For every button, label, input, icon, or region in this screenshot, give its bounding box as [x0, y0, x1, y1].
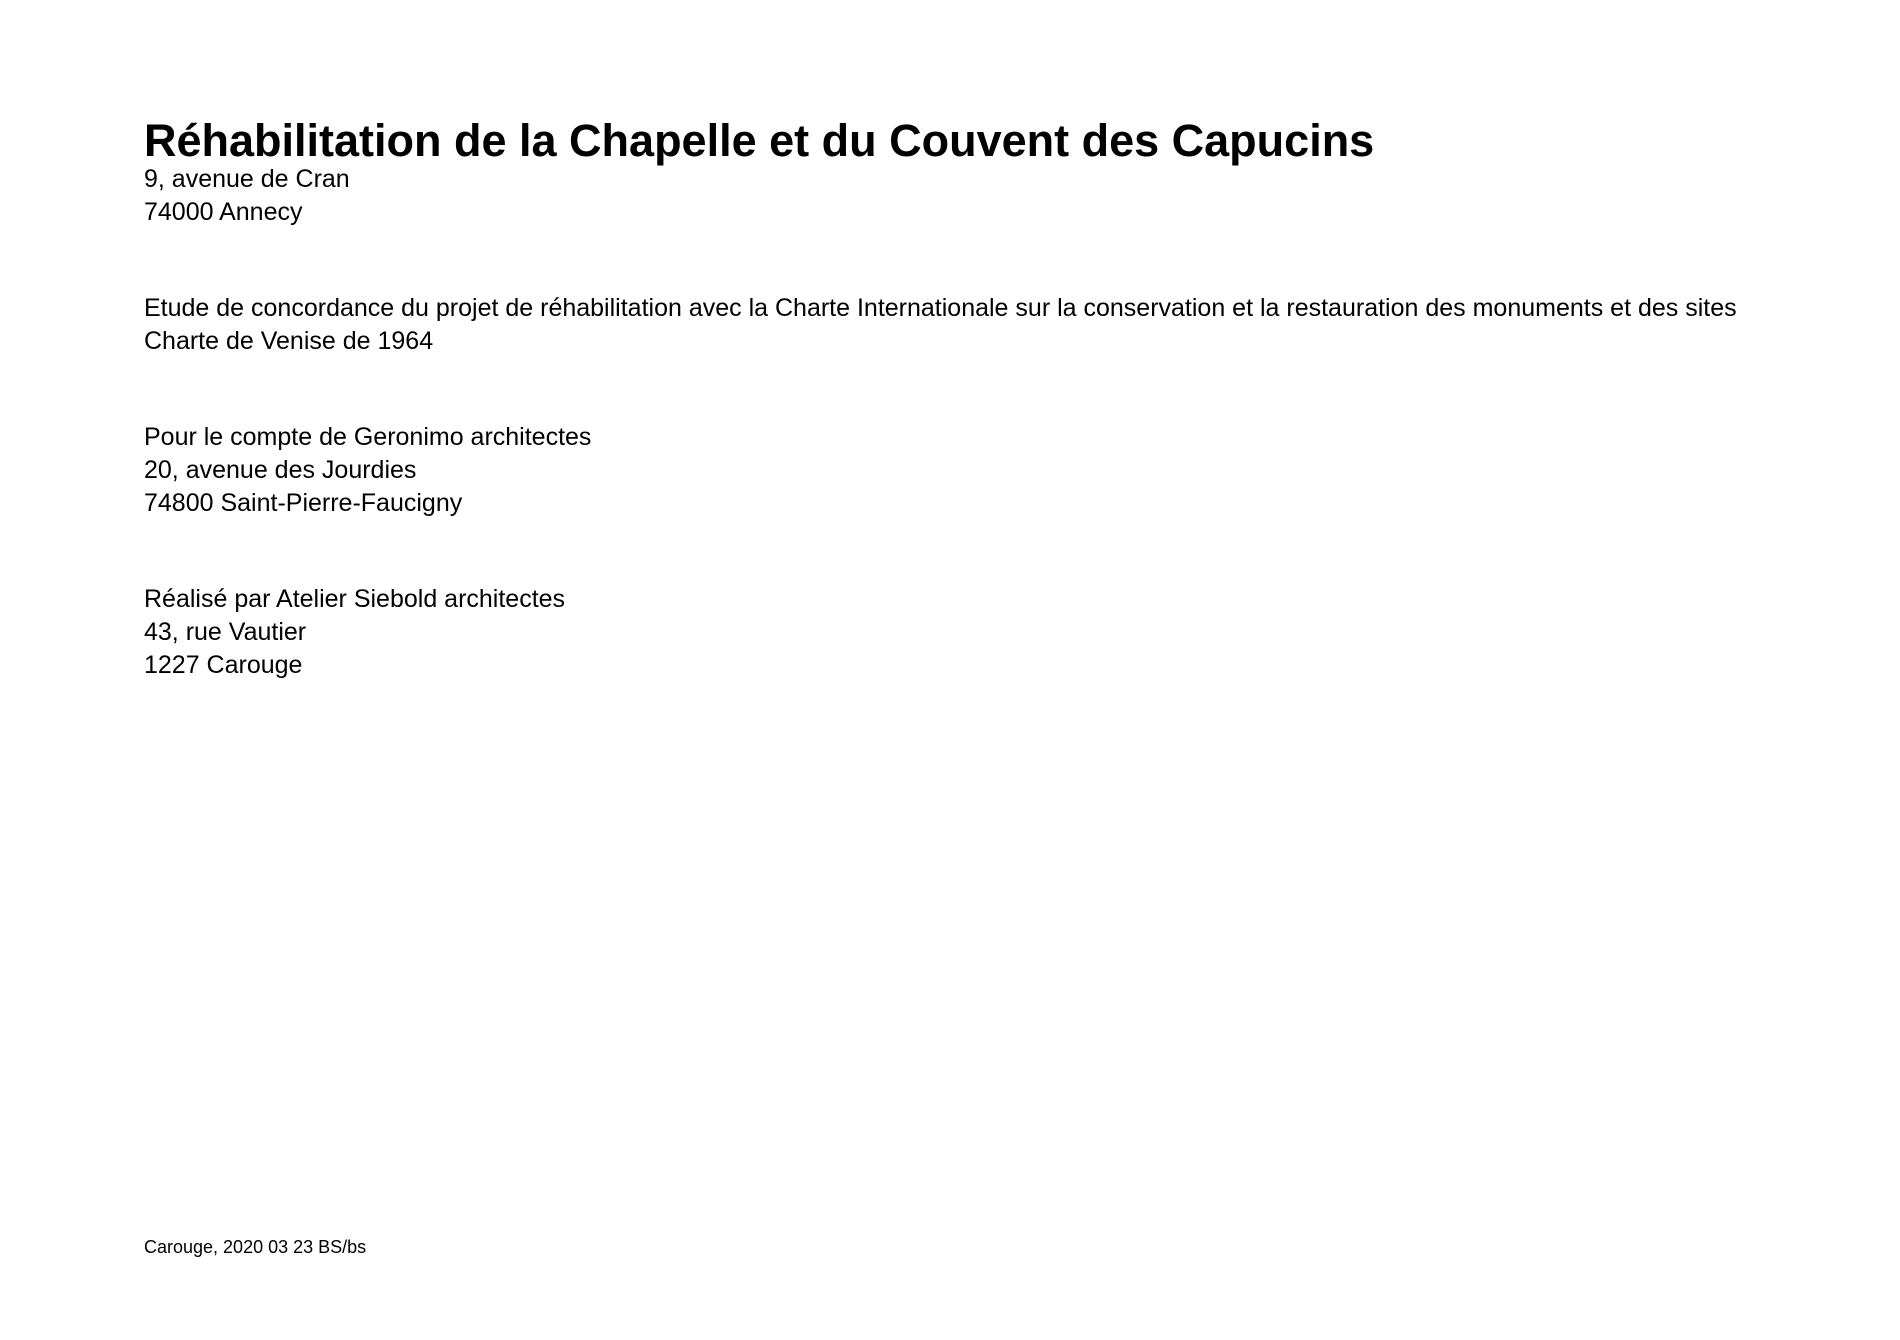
- document-title: Réhabilitation de la Chapelle et du Couvent des Capucins: [144, 115, 1375, 166]
- author-name: Réalisé par Atelier Siebold architectes: [144, 585, 566, 613]
- client-block: [144, 421, 591, 520]
- study-description: [144, 292, 1737, 358]
- client-name: Pour le compte de Geronimo architectes: [144, 423, 592, 451]
- site-street: 9, avenue de Cran: [144, 165, 350, 193]
- site-city: 74000 Annecy: [144, 198, 303, 226]
- study-text: Etude de concordance du projet de réhabilitation avec la Charte Internationale sur la conservation et la restauration des monuments et des sites: [144, 294, 1737, 322]
- author-city: 1227 Carouge: [144, 651, 303, 679]
- client-street: 20, avenue des Jourdies: [144, 456, 417, 484]
- author-street: 43, rue Vautier: [144, 618, 307, 646]
- author-block: [144, 583, 565, 682]
- footer-date-reference: Carouge, 2020 03 23 BS/bs: [144, 1237, 367, 1257]
- site-address: [144, 163, 350, 229]
- charter-name: Charte de Venise de 1964: [144, 327, 434, 355]
- client-city: 74800 Saint-Pierre-Faucigny: [144, 489, 463, 517]
